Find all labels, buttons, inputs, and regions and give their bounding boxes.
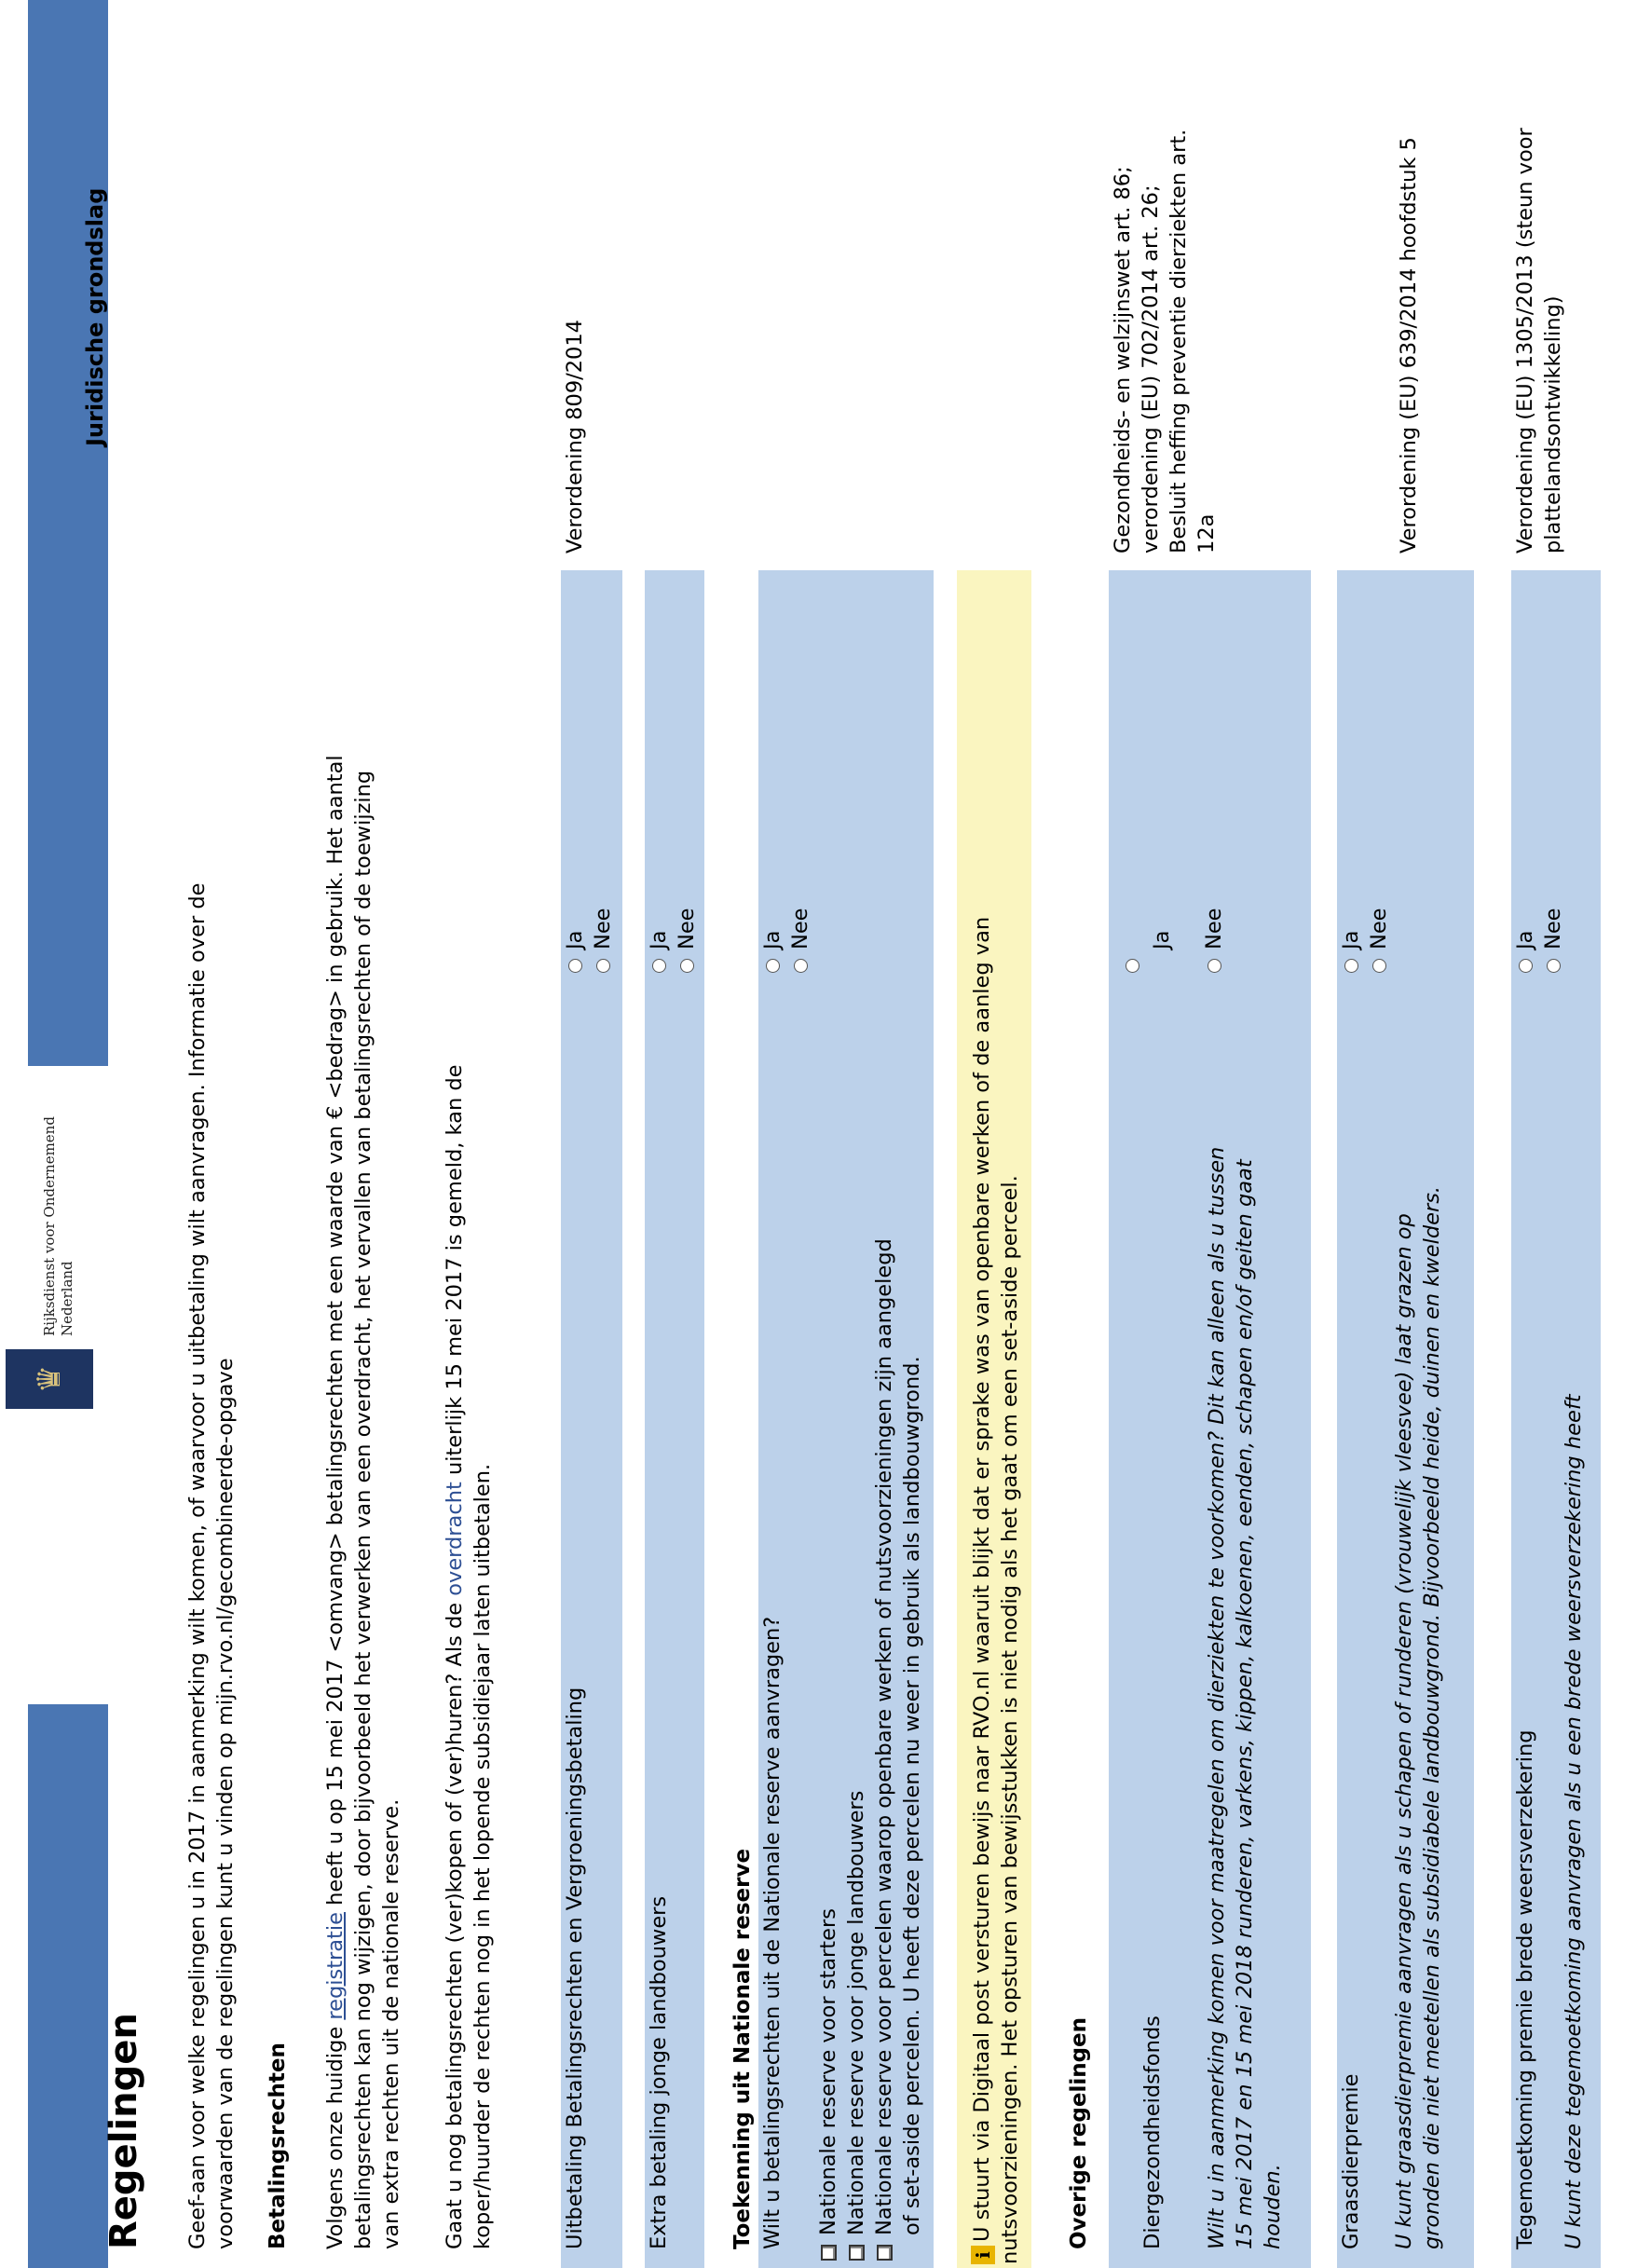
nationale-reserve-ja-radio[interactable] bbox=[766, 959, 780, 973]
intro-text: Geef-aan voor welke regelingen u in 2017 in aanmerking wilt komen, of waarvoor u uitbetaling wilt aanvragen. Informatie over de voorwaarden van de regelingen kunt u vinden op mijn.rvo.nl/gecombineerde-opgave bbox=[185, 882, 238, 2249]
graasdier-ja-radio[interactable] bbox=[1344, 959, 1358, 973]
nationale-reserve-question: Wilt u betalingsrechten uit de Nationale reserve aanvragen? bbox=[760, 1616, 785, 2249]
graasdier-label: Graasdierpremie bbox=[1339, 2073, 1363, 2249]
uitbetaling-label: Uitbetaling Betalingsrechten en Vergroeningsbetaling bbox=[563, 1687, 587, 2249]
diergezondheid-ja-option bbox=[1118, 959, 1146, 973]
legal-column-title: Juridische grondslag bbox=[82, 187, 108, 446]
overdracht-link[interactable]: overdracht bbox=[443, 1482, 467, 1596]
weersverzekering-note: U kunt deze tegemoetkoming aanvragen als u een brede weersverzekering heeft bbox=[1562, 1394, 1586, 2249]
logo-emblem-icon: ♛ bbox=[6, 1349, 93, 1409]
diergezondheid-legal: Gezondheids- en welzijnswet art. 86; verordening (EU) 702/2014 art. 26; Besluit heffing preventie dierziekten art. 12a bbox=[1111, 129, 1219, 553]
diergezondheid-ja-radio[interactable] bbox=[1126, 959, 1139, 973]
openbare-werken-checkbox[interactable] bbox=[877, 2245, 893, 2261]
uitbetaling-legal: Verordening 809/2014 bbox=[563, 320, 587, 553]
overige-regelingen-heading: Overige regelingen bbox=[1067, 2016, 1091, 2249]
header-bar-right bbox=[28, 0, 108, 1066]
betalingsrechten-paragraph-1: Volgens onze huidige registratie heeft u op 15 mei 2017 <omvang> betalingsrechten met een waarde van € <bedrag> in gebruik. Het aantal betalingsrechten kan nog wijzigen, door bijvoorbeeld het verwerken van een overdracht, het vervallen van betalingsrechten of de toewijzing van extra rechten uit de nationale reserve. bbox=[323, 755, 403, 2249]
logo-text: Rijksdienst voor Ondernemend Nederland bbox=[41, 1116, 75, 1336]
extra-betaling-ja-radio[interactable] bbox=[652, 959, 666, 973]
diergezondheid-nee-radio[interactable] bbox=[1208, 959, 1221, 973]
diergezondheid-nee-option: Nee bbox=[1200, 908, 1228, 973]
extra-betaling-label: Extra betaling jonge landbouwers bbox=[647, 1895, 671, 2249]
graasdier-nee-radio[interactable] bbox=[1372, 959, 1386, 973]
uitbetaling-nee-radio[interactable] bbox=[596, 959, 610, 973]
nationale-reserve-heading: Toekenning uit Nationale reserve bbox=[730, 1848, 755, 2249]
graasdier-legal: Verordening (EU) 639/2014 hoofdstuk 5 bbox=[1397, 137, 1421, 553]
registratie-link[interactable]: registratie bbox=[323, 1912, 348, 2020]
graasdier-note: U kunt graasdierpremie aanvragen als u schapen of runderen (vrouwelijk vleesvee) laat grazen op gronden die niet meetellen als subsidiabele landbouwgrond. Bijvoorbeeld heide, duinen en kwelders. bbox=[1392, 1185, 1444, 2249]
uitbetaling-ja-radio[interactable] bbox=[568, 959, 582, 973]
betalingsrechten-heading: Betalingsrechten bbox=[266, 2043, 290, 2249]
weersverzekering-options: Ja Nee bbox=[1511, 908, 1567, 973]
diergezondheid-question: Wilt u in aanmerking komen voor maatregelen om dierziekten te voorkomen? Dit kan alleen als u tussen 15 mei 2017 en 15 mei 2018 runderen, varkens, kippen, kalkoenen, eenden, schapen en/of geiten gaat houden. bbox=[1205, 1146, 1285, 2249]
diergezondheid-label: Diergezondheidsfonds bbox=[1140, 2015, 1165, 2249]
weersverzekering-ja-radio[interactable] bbox=[1519, 959, 1533, 973]
betalingsrechten-paragraph-2: Gaat u nog betalingsrechten (ver)kopen of (ver)huren? Als de overdracht uiterlijk 15 mei 2017 is gemeld, kan de koper/huurder de rechten nog in het lopende subsidiejaar laten uitbetalen. bbox=[443, 1064, 495, 2249]
info-icon: i bbox=[971, 2246, 995, 2264]
nationale-reserve-nee-radio[interactable] bbox=[794, 959, 808, 973]
starters-checkbox[interactable] bbox=[821, 2245, 837, 2261]
diergezondheid-ja-label: Ja bbox=[1150, 930, 1174, 950]
weersverzekering-legal: Verordening (EU) 1305/2013 (steun voor plattelandsontwikkeling) bbox=[1513, 128, 1565, 553]
page-title: Regelingen bbox=[102, 2013, 145, 2249]
weersverzekering-nee-radio[interactable] bbox=[1547, 959, 1561, 973]
bewijs-note: iU stuurt via Digitaal post versturen bewijs naar RVO.nl waaruit blijkt dat er sprake was van openbare werken of de aanleg van nutsvoorzieningen. Het opsturen van bewijsstukken is niet nodig als het gaat om een set-aside perceel. bbox=[970, 916, 1022, 2264]
nationale-reserve-options: Ja Nee bbox=[758, 908, 814, 973]
jonge-landbouwers-checkbox[interactable] bbox=[849, 2245, 865, 2261]
extra-betaling-options: Ja Nee bbox=[645, 908, 701, 973]
weersverzekering-label: Tegemoetkoming premie brede weersverzekering bbox=[1513, 1729, 1537, 2249]
nationale-reserve-list: Nationale reserve voor starters Nationale reserve voor jonge landbouwers Nationale reserve voor percelen waarop openbare werken of nutsvoorzieningen zijn aangelegd of set-aside percelen. U heeft deze percelen nu weer in gebruik als landbouwgrond. bbox=[814, 956, 926, 2261]
uitbetaling-options: Ja Nee bbox=[561, 908, 617, 973]
graasdier-options: Ja Nee bbox=[1337, 908, 1393, 973]
header-bar-left bbox=[28, 1704, 108, 2268]
extra-betaling-nee-radio[interactable] bbox=[680, 959, 694, 973]
